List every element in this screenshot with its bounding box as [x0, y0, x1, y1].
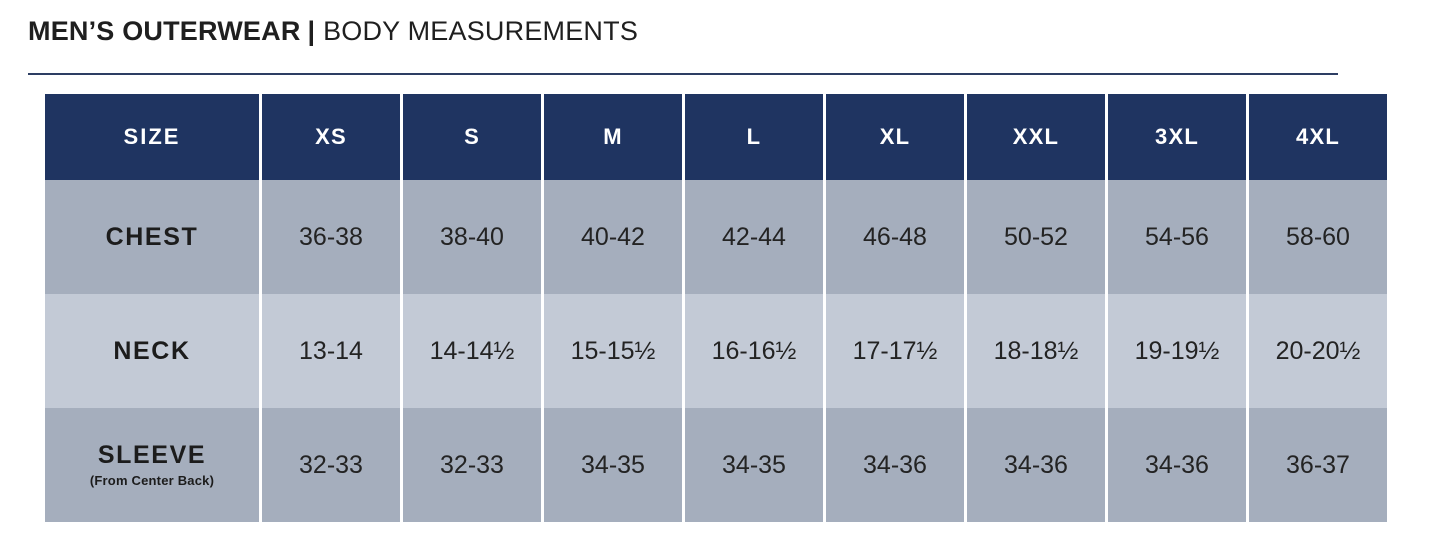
cell-neck-xxl: 18-18½	[966, 294, 1107, 408]
cell-neck-4xl: 20-20½	[1248, 294, 1389, 408]
column-header-xxl: XXL	[966, 94, 1107, 180]
cell-chest-4xl: 58-60	[1248, 180, 1389, 294]
cell-sleeve-l: 34-35	[684, 408, 825, 522]
cell-neck-3xl: 19-19½	[1107, 294, 1248, 408]
cell-neck-m: 15-15½	[543, 294, 684, 408]
cell-neck-l: 16-16½	[684, 294, 825, 408]
table-header-row	[44, 94, 1389, 180]
cell-sleeve-s: 32-33	[402, 408, 543, 522]
cell-neck-xs: 13-14	[261, 294, 402, 408]
cell-chest-xxl: 50-52	[966, 180, 1107, 294]
cell-sleeve-3xl: 34-36	[1107, 408, 1248, 522]
column-header-4xl: 4XL	[1248, 94, 1389, 180]
table-row	[44, 180, 1389, 294]
cell-chest-xl: 46-48	[825, 180, 966, 294]
column-header-size: SIZE	[44, 94, 261, 180]
page-title-separator: |	[307, 16, 316, 46]
cell-sleeve-m: 34-35	[543, 408, 684, 522]
cell-neck-xl: 17-17½	[825, 294, 966, 408]
cell-chest-l: 42-44	[684, 180, 825, 294]
page-title	[28, 16, 638, 47]
cell-sleeve-xl: 34-36	[825, 408, 966, 522]
cell-chest-xs: 36-38	[261, 180, 402, 294]
column-header-xs: XS	[261, 94, 402, 180]
cell-sleeve-xs: 32-33	[261, 408, 402, 522]
size-chart-table-wrapper	[42, 94, 1387, 522]
column-header-m: M	[543, 94, 684, 180]
size-chart-table	[42, 94, 1390, 522]
cell-chest-m: 40-42	[543, 180, 684, 294]
column-header-s: S	[402, 94, 543, 180]
column-header-l: L	[684, 94, 825, 180]
cell-sleeve-4xl: 36-37	[1248, 408, 1389, 522]
row-label-neck: NECK	[44, 294, 261, 408]
title-divider	[28, 73, 1338, 75]
column-header-3xl: 3XL	[1107, 94, 1248, 180]
table-row	[44, 294, 1389, 408]
cell-chest-s: 38-40	[402, 180, 543, 294]
row-label-sleeve-text: SLEEVE	[97, 440, 207, 469]
cell-neck-s: 14-14½	[402, 294, 543, 408]
table-header	[44, 94, 1389, 180]
table-body	[44, 180, 1389, 522]
page-title-category: MEN’S OUTERWEAR	[28, 16, 301, 46]
cell-sleeve-xxl: 34-36	[966, 408, 1107, 522]
cell-chest-3xl: 54-56	[1107, 180, 1248, 294]
table-row	[44, 408, 1389, 522]
row-label-chest: CHEST	[44, 180, 261, 294]
page-title-subject: BODY MEASUREMENTS	[323, 16, 639, 46]
row-label-sleeve-note: (From Center Back)	[89, 473, 215, 489]
column-header-xl: XL	[825, 94, 966, 180]
row-label-sleeve	[44, 408, 261, 522]
